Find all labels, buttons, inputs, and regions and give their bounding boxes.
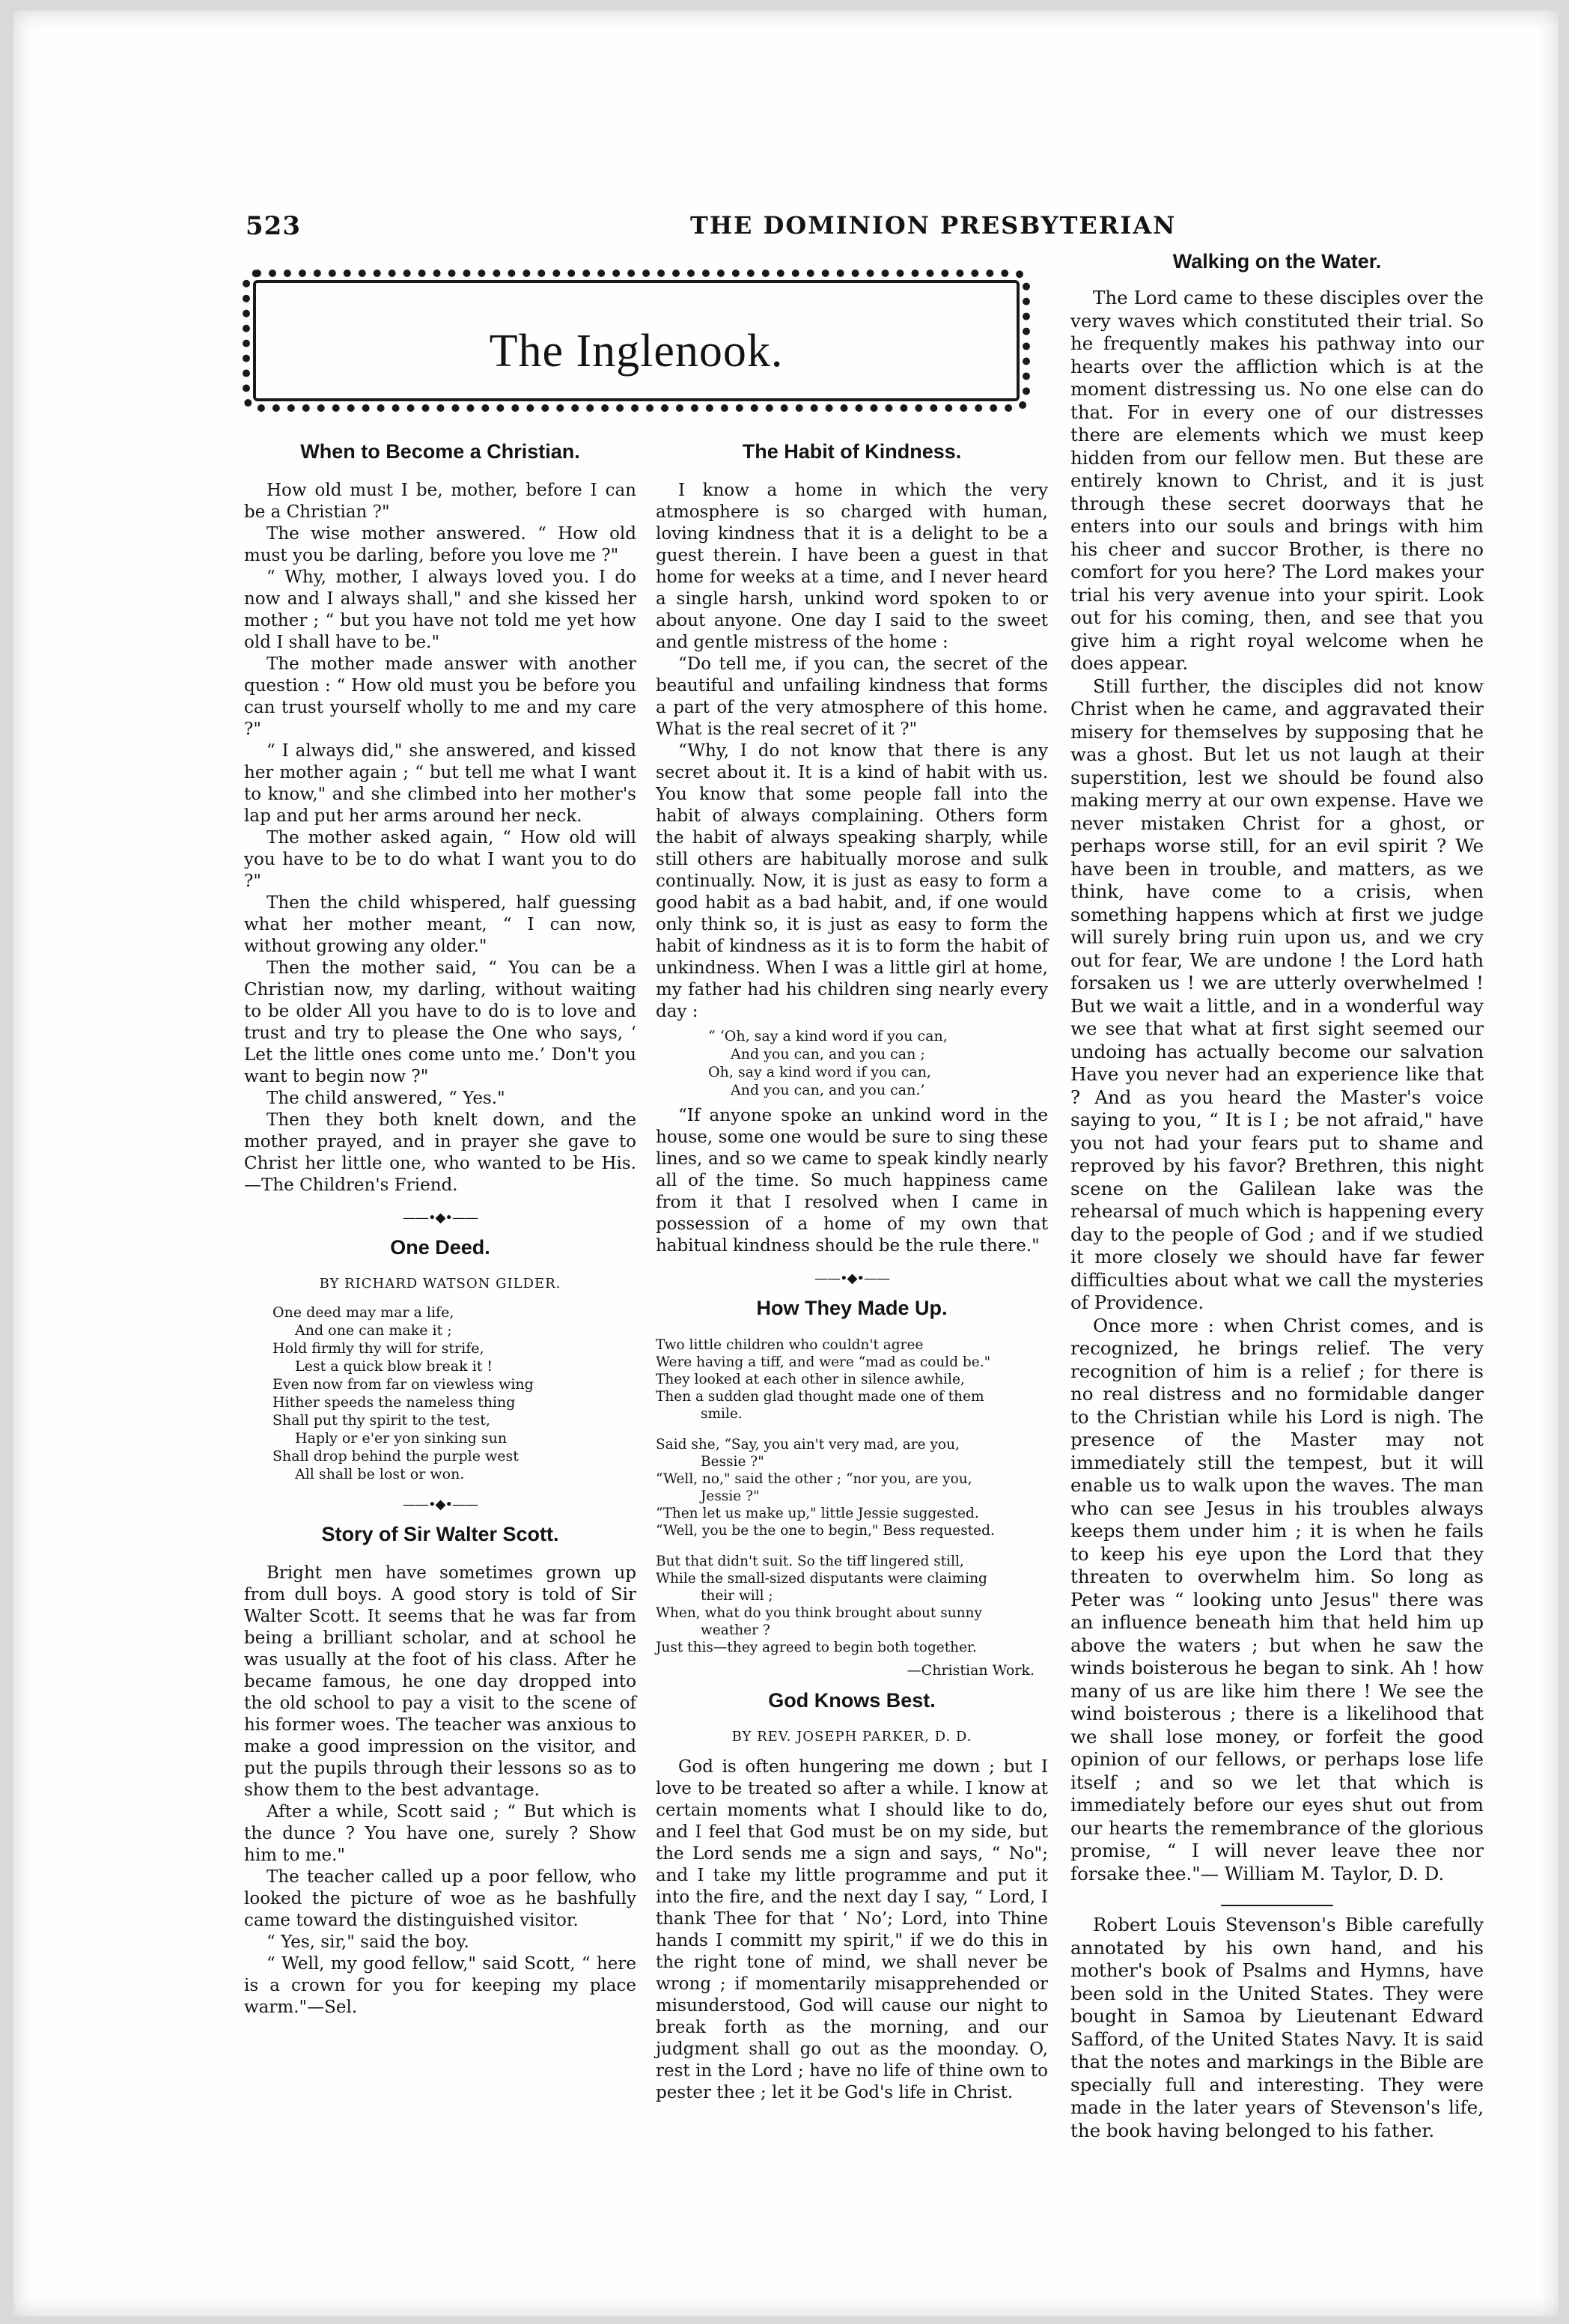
paragraph: Once more : when Christ comes, and is recognized, he brings relief. The very recognition of him is a relief ; for there is no real distress and no formidable danger to the Christian while his Lord is nigh. The presence of the Master may not immediately still the tempest, but it will enable us to walk upon the waves. The man who can see Jesus in his troubles always keeps them under him ; it is when he fails to keep his eye upon the Lord that they threaten to overwhelm him. So long as Peter was “ looking unto Jesus" there was an influence beneath him that held him up above the waters ; but when he saw the winds boisterous he began to sink. Ah ! how many of us are like him there ! We see the wind boisterous ; there is a likelihood that we shall lose money, or forfeit the good opinion of our fellows, or perhaps lose life itself ; and so we let that which is immediately before our eyes shut out from our hearts the remembrance of the glorious promise, “ I will never leave thee nor forsake thee."— William M. Taylor, D. D. [1070,1314,1484,1885]
inglenook-banner [243,270,1030,412]
article-heading: Story of Sir Walter Scott. [321,1523,559,1545]
paragraph: The teacher called up a poor fellow, who looked the picture of woe as he bashfully came toward the distinguished visitor. [244,1867,636,1930]
poem-line: All shall be lost or won. [295,1466,465,1482]
article-heading: The Habit of Kindness. [742,440,962,463]
poem-line: “Well, no," said the other ; “nor you, are you, [656,1471,972,1487]
verse-line: Oh, say a kind word if you can, [708,1064,931,1080]
poem-line: smile. [701,1406,743,1422]
column-left [244,430,636,2019]
paragraph: How old must I be, mother, before I can be a Christian ?" [244,481,636,522]
paragraph: The mother asked again, “ How old will you have to be to do what I want you to do ?" [244,828,636,891]
article-heading: God Knows Best. [768,1689,936,1712]
poem-line: “Then let us make up," little Jessie suggested. [656,1506,979,1521]
poem-line: Were having a tiff, and were “mad as could be." [656,1354,991,1370]
poem-line: Lest a quick blow break it ! [295,1358,493,1375]
poem-line: Hold firmly thy will for strife, [272,1340,484,1357]
article-body [656,480,1048,1257]
paragraph: Then they both knelt down, and the mother prayed, and in prayer she gave to Christ her little one, who wanted to be His.—The Children's Friend. [244,1110,636,1195]
page-number: 523 [246,211,301,241]
publication-title: THE DOMINION PRESBYTERIAN [690,211,1177,240]
article-body [656,1756,1048,2104]
newspaper-page [13,10,1559,2317]
poem-line: Haply or e'er yon sinking sun [295,1430,508,1447]
poem [656,1336,1048,1656]
paragraph: The child answered, “ Yes." [266,1089,505,1108]
byline: BY REV. JOSEPH PARKER, D. D. [731,1729,972,1744]
poem-line: While the small-sized disputants were claiming [656,1571,987,1587]
paragraph: “If anyone spoke an unkind word in the house, some one would be sure to sing these lines, and so we came to speak kindly nearly all of the time. So much happiness came from it that I resolved when I came in possession of a home of my own that habitual kindness should be the rule there." [656,1106,1048,1256]
paragraph: After a while, Scott said ; “ But which is the dunce ? You have one, surely ? Show him to me." [244,1802,636,1865]
poem-line: When, what do you think brought about sunny [656,1605,982,1621]
poem-line: Jessie ?" [701,1488,760,1504]
paragraph: Robert Louis Stevenson's Bible carefully annotated by his own hand, and his mother's book of Psalms and Hymns, have been sold in the United States. They were bought in Samoa by Lieutenant Edward Safford, of the United States Navy. It is said that the notes and markings in the Bible are specially full and interesting. They were made in the later years of Stevenson's life, the book having belonged to his father. [1070,1914,1484,2141]
poem-line: They looked at each other in silence awhile, [656,1372,965,1387]
poem-line: Even now from far on viewless wing [272,1376,534,1393]
poem-line: Said she, “Say, you ain't very mad, are you, [656,1437,960,1452]
poem-line: Shall drop behind the purple west [272,1448,519,1464]
verse-line: And you can, and you can.’ [731,1082,925,1098]
article-heading: When to Become a Christian. [300,440,580,463]
section-divider: ——•◆•—— [402,1497,478,1512]
column-middle [656,430,1048,2104]
paragraph: “Why, I do not know that there is any secret about it. It is a kind of habit with us. You know that some people fall into the habit of always complaining. Others form the habit of always speaking sharply, while still others are habitually morose and sulk continually. Now, it is just as easy to form a good habit as a bad habit, and, if one would only think so, it is just as easy to form the habit of kindness as it is to form the habit of unkindness. When I was a little girl at home, my father had his children sing nearly every day : [656,741,1048,1021]
article-heading: Walking on the Water. [1172,250,1382,273]
poem-line: Two little children who couldn't agree [656,1337,924,1353]
verse-line: “ ‘Oh, say a kind word if you can, [708,1028,948,1044]
column-right [1070,250,1484,2142]
attribution: —Christian Work. [907,1662,1035,1679]
byline: BY RICHARD WATSON GILDER. [319,1276,561,1292]
stanza-break [656,1539,1048,1553]
poem-line: Just this—they agreed to begin both together. [656,1640,977,1655]
paragraph: “ I always did," she answered, and kissed her mother again ; “ but tell me what I want to know," and she climbed into her mother's lap and put her arms around her neck. [244,741,636,826]
paragraph: “ Yes, sir," said the boy. [266,1932,469,1952]
paragraph: Then the mother said, “ You can be a Christian now, my darling, without waiting to be older All you have to do is to love and trust and try to please the One who says, ‘ Let the little ones come unto me.’ Don't you want to begin now ?" [244,958,636,1086]
poem-line: And one can make it ; [295,1322,452,1339]
banner-title: The Inglenook. [489,326,784,377]
verse [656,1027,1048,1099]
paragraph: The wise mother answered. “ How old must you be darling, before you love me ?" [244,524,636,565]
paragraph: Then the child whispered, half guessing what her mother meant, “ I can now, without growing any older." [244,893,636,956]
poem [244,1304,636,1483]
paragraph: I know a home in which the very atmosphere is so charged with human, loving kindness that it is a delight to be a guest therein. I have been a guest in that home for weeks at a time, and I never heard a single harsh, unkind word spoken to or about anyone. One day I said to the sweet and gentle mistress of the home : [656,481,1048,652]
poem-line: Bessie ?" [701,1454,764,1470]
poem-line: But that didn't suit. So the tiff lingered still, [656,1554,964,1569]
paragraph: The mother made answer with another question : “ How old must you be before you can trust yourself wholly to me and my care ?" [244,654,636,739]
verse-line: And you can, and you can ; [731,1046,925,1062]
poem-line: Hither speeds the nameless thing [272,1394,516,1411]
stanza-break [656,1423,1048,1436]
paragraph: “ Why, mother, I always loved you. I do now and I always shall," and she kissed her mother ; “ but you have not told me yet how old I shall have to be." [244,568,636,652]
paragraph: Bright men have sometimes grown up from dull boys. A good story is told of Sir Walter Scott. It seems that he was far from being a brilliant scholar, and at school he was usually at the foot of his class. After he became famous, he one day dropped into the old school to pay a visit to the scene of his former woes. The teacher was anxious to make a good impression on the visitor, and put the pupils through their lessons so as to show them to the best advantage. [244,1563,636,1800]
poem-line: Shall put thy spirit to the test, [272,1412,490,1429]
paragraph: “ Well, my good fellow," said Scott, “ here is a crown for you for keeping my place warm."—Sel. [244,1954,636,2017]
poem-line: Then a sudden glad thought made one of them [656,1389,984,1405]
section-divider: ——•◆•—— [814,1271,890,1286]
poem-line: One deed may mar a life, [272,1304,454,1321]
section-divider [1221,1905,1333,1906]
article-body [244,1563,636,2019]
article-heading: How They Made Up. [756,1297,948,1319]
paragraph: God is often hungering me down ; but I love to be treated so after a while. I know at certain moments what I should like to do, and I feel that God must be on my side, but the Lord sends me a sign and says, “ No"; and I take my little programme and put it into the fire, and the next day I say, “ Lord, I thank Thee for that ‘ No’; Lord, into Thine hands I committ my spirit," if we do this in the right tone of mind, we shall never be wrong ; if momentarily misapprehended or misunderstood, God will cause our night to break forth as the morning, and our judgment shall go out as the moonday. O, rest in the Lord ; have no life of thine own to pester thee ; let it be God's life in Christ. [656,1757,1048,2102]
paragraph: The Lord came to these disciples over the very waves which constituted their trial. So he frequently makes his pathway into our hearts over the affliction which is at the moment distressing us. No one else can do that. For in every one of our distresses there are elements which we must keep hidden from our fellow men. But these are entirely known to Christ, and it is just through these secret doorways that he enters into our souls and brings with him his cheer and succor Brother, is there no comfort for you here? The Lord makes your trial his very avenue into your spirit. Look out for his coming, then, and see that you give him a right royal welcome when he does appear. [1070,287,1484,674]
poem-line: their will ; [701,1588,773,1604]
article-body [244,480,636,1196]
section-divider: ——•◆•—— [402,1210,478,1226]
paragraph: Still further, the disciples did not know Christ when he came, and aggravated their misery for themselves by supposing that he was a ghost. But let us not laugh at their superstition, lest we should be found also making merry at our own expense. Have we never mistaken Christ for a ghost, or perhaps worse still, for an evil spirit ? We have been in trouble, and matters, as we think, have come to a crisis, when something happens which at first we judge will surely bring ruin upon us, and we cry out for fear, We are undone ! the Lord hath forsaken us ! we are utterly overwhelmed ! But we wait a little, and in a wonderful way we see that what at first sight seemed our undoing has actually become our salvation Have you never had an experience like that ? And as you heard the Master's voice saying to you, “ It is I ; be not afraid," have you not had your fears put to shame and reproved by his favor? Brethren, this night scene on the Galilean lake was the rehearsal of much which is happening every day to the people of God ; and if we studied it more closely we should have far fewer difficulties about what we call the mysteries of Providence. [1070,675,1484,1313]
poem-line: weather ? [701,1622,770,1638]
article-heading: One Deed. [390,1236,490,1259]
article-body [1070,1914,1484,2142]
article-body [1070,287,1484,1885]
poem-line: “Well, you be the one to begin," Bess requested. [656,1523,995,1539]
paragraph: “Do tell me, if you can, the secret of the beautiful and unfailing kindness that forms a part of the very atmosphere of this home. What is the real secret of it ?" [656,654,1048,739]
